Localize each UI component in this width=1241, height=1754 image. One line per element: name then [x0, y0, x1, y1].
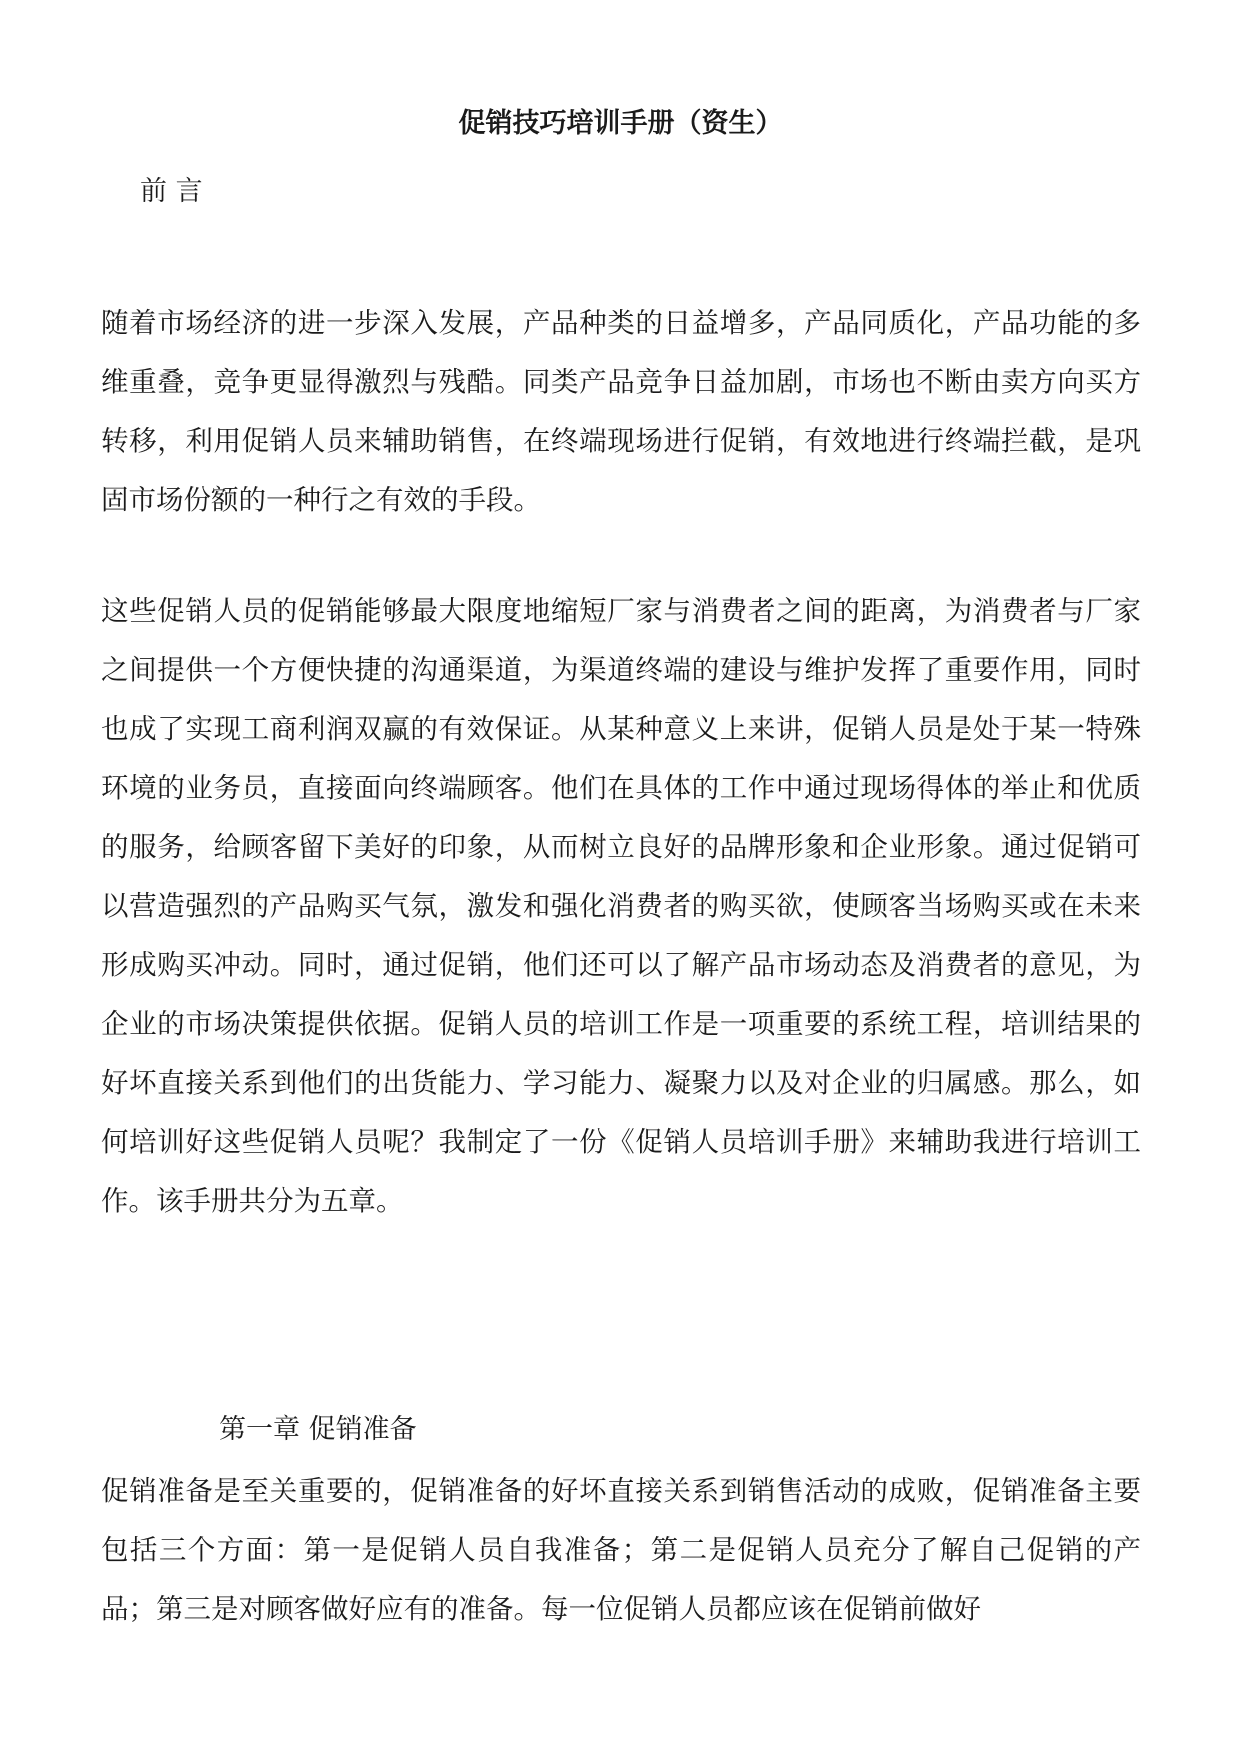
document-title: 促销技巧培训手册（资生）	[458, 108, 783, 139]
preface-paragraph-2: 这些促销人员的促销能够最大限度地缩短厂家与消费者之间的距离，为消费者与厂家之间提供一个方便快捷的沟通渠道，为渠道终端的建设与维护发挥了重要作用，同时也成了实现工商利润双赢的有效保证。从某种意义上来讲，促销人员是处于某一特殊环境的业务员，直接面向终端顾客。他们在具体的工作中通过现场得体的举止和优质的服务，给顾客留下美好的印象，从而树立良好的品牌形象和企业形象。通过促销可以营造强烈的产品购买气氛，激发和强化消费者的购买欲，使顾客当场购买或在未来形成购买冲动。同时，通过促销，他们还可以了解产品市场动态及消费者的意见，为企业的市场决策提供依据。促销人员的培训工作是一项重要的系统工程，培训结果的好坏直接关系到他们的出货能力、学习能力、凝聚力以及对企业的归属感。那么，如何培训好这些促销人员呢？我制定了一份《促销人员培训手册》来辅助我进行培训工作。该手册共分为五章。	[101, 595, 1141, 1217]
preface-paragraph-1: 随着市场经济的进一步深入发展，产品种类的日益增多，产品同质化，产品功能的多维重叠，竞争更显得激烈与残酷。同类产品竞争日益加剧，市场也不断由卖方向买方转移，利用促销人员来辅助销售，在终端现场进行促销，有效地进行终端拦截，是巩固市场份额的一种行之有效的手段。	[101, 307, 1141, 516]
chapter-1-paragraph: 促销准备是至关重要的，促销准备的好坏直接关系到销售活动的成败，促销准备主要包括三个方面：第一是促销人员自我准备；第二是促销人员充分了解自己促销的产品；第三是对顾客做好应有的准备。每一位促销人员都应该在促销前做好	[101, 1475, 1141, 1625]
chapter-1-heading: 第一章 促销准备	[219, 1414, 417, 1445]
preface-heading: 前 言	[140, 176, 203, 207]
